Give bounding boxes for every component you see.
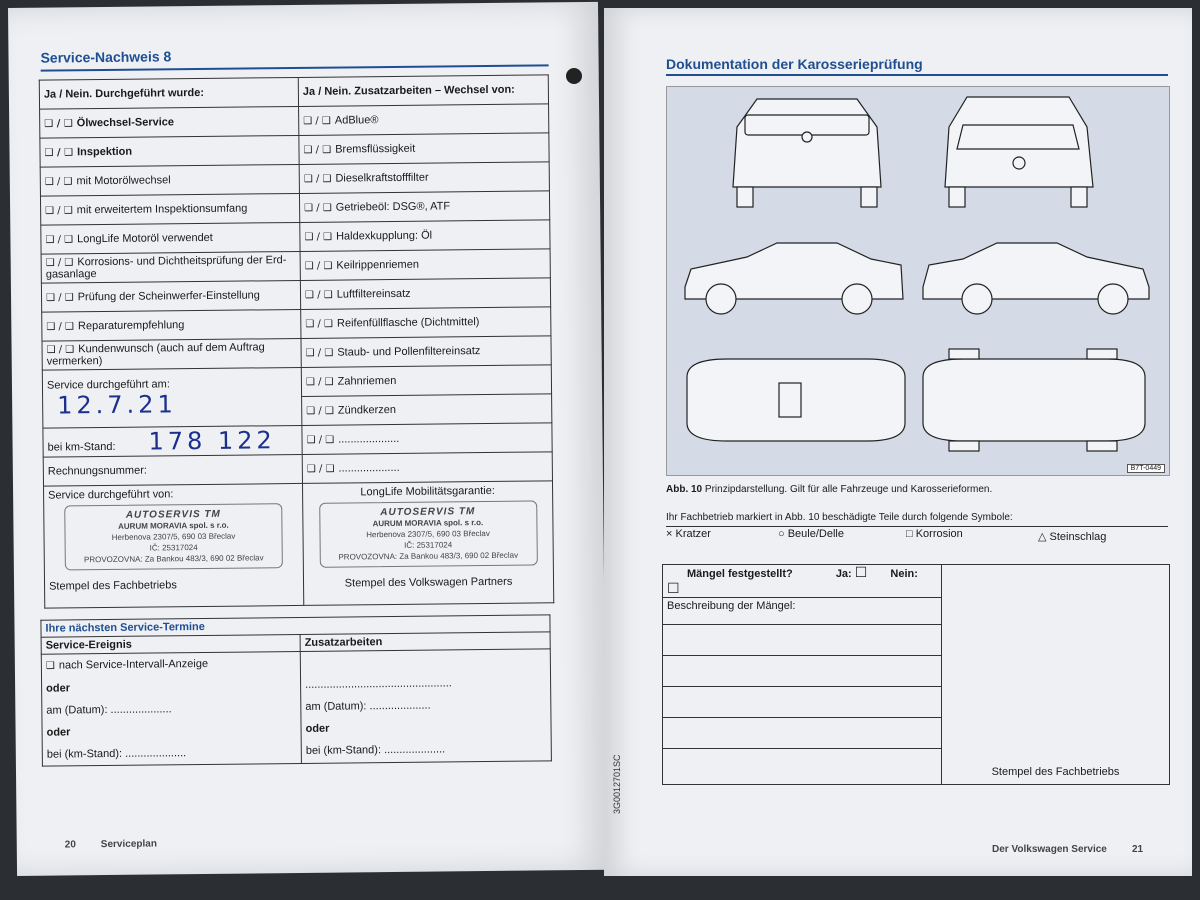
extra-label: AdBlue® <box>334 114 379 127</box>
dealer-stamp-left <box>64 503 283 570</box>
stamp-line4: PROVOZOVNA: Za Bankou 483/3, 690 02 Břeclav <box>338 550 519 562</box>
next-col1-header: Service-Ereignis <box>41 634 300 654</box>
invoice-cell[interactable] <box>43 454 302 486</box>
car-rear-view-icon <box>733 99 881 187</box>
next-extra-cell <box>300 649 551 764</box>
stamp-line3: IČ: 25317024 <box>149 543 198 553</box>
checkbox-icon[interactable]: ❑ / ❑ <box>305 318 334 330</box>
left-page <box>8 2 607 876</box>
figure-caption <box>666 484 992 495</box>
am-datum-label[interactable]: am (Datum): .................... <box>305 699 431 713</box>
checkbox-icon[interactable]: ❑ / ❑ <box>45 234 74 246</box>
extra-label: Keilrippenriemen <box>336 258 419 272</box>
extra-cell <box>300 249 550 281</box>
extra-row-label: Zündkerzen <box>337 403 397 417</box>
extra-row-label: Zahnriemen <box>337 374 397 388</box>
defects-table <box>662 564 1170 785</box>
extra-cell <box>300 278 550 310</box>
checkbox-icon[interactable]: ❑ / ❑ <box>303 144 332 156</box>
caption-text: Prinzipdarstellung. Gilt für alle Fahrzeuge und Karosserieformen. <box>704 484 993 495</box>
marking-instructions: Ihr Fachbetrieb markiert in Abb. 10 beschädigte Teile durch folgende Symbole: <box>666 512 1013 523</box>
checkbox-icon[interactable]: ❑ / ❑ <box>304 289 333 301</box>
title-rule <box>41 64 549 71</box>
next-service-table <box>40 614 552 766</box>
service-label: mit Motorölwechsel <box>76 174 171 188</box>
extra-label: Reifenfüllflasche (Dichtmittel) <box>336 316 480 330</box>
service-table <box>39 74 555 608</box>
service-cell <box>40 106 299 138</box>
stamp-line2: Herbenova 2307/5, 690 03 Břeclav <box>111 531 236 542</box>
extra-cell <box>301 307 551 339</box>
right-page-title: Dokumentation der Karosserieprüfung <box>666 56 923 72</box>
checkbox-icon[interactable]: ❑ / ❑ <box>44 176 73 188</box>
diagram-code: B7T-0449 <box>1127 464 1165 473</box>
desc-line[interactable] <box>663 624 941 655</box>
checkbox-icon[interactable]: ❑ / ❑ <box>46 321 75 333</box>
stamp-line1: AURUM MORAVIA spol. s r.o. <box>372 518 484 529</box>
desc-line[interactable] <box>663 686 941 717</box>
stamp-line3: IČ: 25317024 <box>404 540 453 550</box>
right-footer-text: Der Volkswagen Service <box>992 844 1107 855</box>
car-body-diagram[interactable] <box>666 86 1170 476</box>
service-cell <box>40 193 299 225</box>
extra-cell <box>300 220 550 252</box>
symbol-rule <box>666 526 1168 527</box>
ja-checkbox-icon[interactable]: ☐ <box>854 565 868 581</box>
longlife-label: LongLife Mobilitätsgarantie: <box>360 484 495 499</box>
extra-row-label: .................... <box>338 432 400 446</box>
binder-hole-icon <box>566 68 582 84</box>
title-rule <box>666 74 1168 76</box>
service-cell <box>41 251 300 283</box>
service-date-handwritten: 12.7.21 <box>57 389 177 420</box>
extra-label: Dieselkraftstofffilter <box>335 171 429 185</box>
checkbox-icon[interactable]: ❑ / ❑ <box>44 118 73 130</box>
checkbox-icon[interactable]: ❑ / ❑ <box>45 257 74 269</box>
next-interval-label: nach Service-Intervall-Anzeige <box>58 657 209 672</box>
next-event-cell <box>41 651 301 766</box>
stamp-line2: Herbenova 2307/5, 690 03 Břeclav <box>366 528 490 540</box>
bei-km-label[interactable]: bei (km-Stand): .................... <box>46 747 187 761</box>
invoice-label: Rechnungsnummer: <box>47 464 147 478</box>
extra-row-label: .................... <box>338 461 400 475</box>
symbol-scratch: × Kratzer <box>666 528 711 540</box>
extra-label: Bremsflüssigkeit <box>335 142 416 156</box>
checkbox-icon[interactable]: ❑ / ❑ <box>304 231 333 243</box>
extra-label: Getriebeöl: DSG®, ATF <box>335 200 451 214</box>
defects-label: Mängel festgestellt? <box>687 568 793 580</box>
desc-line[interactable] <box>663 655 941 686</box>
col1-header: Ja / Nein. Durchgeführt wurde: <box>39 77 298 109</box>
extra-cell <box>299 191 549 223</box>
extra-label: Luftfiltereinsatz <box>336 287 411 301</box>
desc-label: Beschreibung der Mängel: <box>667 600 796 612</box>
oder-label: oder <box>46 726 71 739</box>
am-datum-label[interactable]: am (Datum): .................... <box>46 703 172 717</box>
right-page-number: 21 <box>1132 844 1144 855</box>
checkbox-icon[interactable]: ❑ / ❑ <box>303 115 331 127</box>
defects-question-cell <box>663 565 942 598</box>
defects-stamp-label: Stempel des Fachbetriebs <box>991 766 1120 778</box>
oder-label: oder <box>305 722 330 735</box>
symbol-corrosion: □ Korrosion <box>906 528 963 540</box>
stamp-line4: PROVOZOVNA: Za Bankou 483/3, 690 02 Břeclav <box>83 553 264 565</box>
stamp-right-label: Stempel des Volkswagen Partners <box>344 575 513 590</box>
dots-line[interactable]: ................................................ <box>305 677 452 691</box>
service-label: Korrosions- und Dichtheitsprüfung der Erd-gasanlage <box>45 254 287 281</box>
service-cell <box>42 338 301 370</box>
longlife-cell <box>302 481 553 606</box>
desc-line[interactable] <box>663 717 941 748</box>
extra-cell <box>299 162 549 194</box>
performed-by-cell <box>44 483 304 608</box>
extra-cell <box>301 336 551 368</box>
service-cell <box>42 309 301 341</box>
left-footer-section: Serviceplan <box>100 838 157 851</box>
service-date-cell[interactable] <box>42 367 302 428</box>
extra-cell <box>299 104 549 136</box>
service-cell <box>41 280 300 312</box>
km-cell[interactable] <box>43 425 302 457</box>
stamp-line1: AURUM MORAVIA spol. s r.o. <box>118 520 229 531</box>
dealer-stamp-right <box>319 500 538 567</box>
service-cell <box>41 222 300 254</box>
stamp-brand: AUTOSERVIS TM <box>380 506 476 519</box>
next-col2-header: Zusatzarbeiten <box>300 632 550 652</box>
left-page-number: 20 <box>64 839 76 851</box>
car-diagram-svg <box>667 87 1169 475</box>
service-label: Ölwechsel-Service <box>76 116 175 130</box>
service-label: LongLife Motoröl verwendet <box>77 231 213 246</box>
car-underbody-icon <box>923 359 1145 441</box>
checkbox-icon[interactable]: ❑ / ❑ <box>45 292 74 304</box>
stamp-brand: AUTOSERVIS TM <box>125 508 221 521</box>
right-page <box>604 8 1192 876</box>
checkbox-icon[interactable]: ❑ / ❑ <box>303 173 332 185</box>
oder-label: oder <box>46 682 71 695</box>
service-label: Reparaturempfehlung <box>77 319 185 333</box>
desc-line[interactable] <box>663 748 941 777</box>
checkbox-icon[interactable]: ❑ <box>45 660 55 672</box>
checkbox-icon[interactable]: ❑ / ❑ <box>304 202 332 214</box>
km-handwritten: 178 122 <box>148 426 276 456</box>
nein-checkbox-icon[interactable]: ☐ <box>667 581 680 597</box>
checkbox-icon[interactable]: ❑ / ❑ <box>44 147 74 159</box>
service-cell <box>40 164 299 196</box>
service-date-label: Service durchgeführt am: <box>46 377 170 392</box>
extra-cell <box>299 133 549 165</box>
next-service-title: Ihre nächsten Service-Termine <box>41 615 550 637</box>
extra-label: Staub- und Pollenfiltereinsatz <box>337 345 481 359</box>
bei-km-label[interactable]: bei (km-Stand): .................... <box>305 743 446 757</box>
service-label: Inspektion <box>76 145 133 159</box>
nein-label: Nein: <box>890 568 918 580</box>
checkbox-icon[interactable]: ❑ / ❑ <box>306 463 335 475</box>
defects-description-cell[interactable] <box>663 598 942 785</box>
caption-number: Abb. 10 <box>666 484 703 495</box>
service-cell <box>40 135 299 167</box>
symbol-dent: ○ Beule/Delle <box>778 528 844 540</box>
checkbox-icon[interactable]: ❑ / ❑ <box>304 260 333 272</box>
ja-label: Ja: <box>835 568 852 580</box>
service-label: Prüfung der Scheinwerfer-Einstellung <box>77 289 260 304</box>
checkbox-icon[interactable]: ❑ / ❑ <box>305 347 334 359</box>
checkbox-icon[interactable]: ❑ / ❑ <box>46 344 75 356</box>
service-label: mit erweitertem Inspektionsumfang <box>76 202 248 217</box>
checkbox-icon[interactable]: ❑ / ❑ <box>305 376 334 388</box>
performed-by-label: Service durchgeführt von: <box>48 488 174 502</box>
stamp-left-label: Stempel des Fachbetriebs <box>48 579 177 593</box>
col2-header: Ja / Nein. Zusatzarbeiten – Wechsel von: <box>298 75 548 107</box>
checkbox-icon[interactable]: ❑ / ❑ <box>306 434 335 446</box>
km-label: bei km-Stand: <box>47 440 116 454</box>
checkbox-icon[interactable]: ❑ / ❑ <box>306 405 334 417</box>
side-code: 3G0012701SC <box>612 754 622 814</box>
symbol-stonechip: △ Steinschlag <box>1038 531 1107 543</box>
service-label: Kundenwunsch (auch auf dem Auftrag vermerken) <box>46 341 265 368</box>
checkbox-icon[interactable]: ❑ / ❑ <box>45 205 73 217</box>
defects-stamp-cell <box>942 565 1170 785</box>
extra-label: Haldexkupplung: Öl <box>336 229 433 243</box>
left-page-title: Service-Nachweis 8 <box>40 48 172 66</box>
